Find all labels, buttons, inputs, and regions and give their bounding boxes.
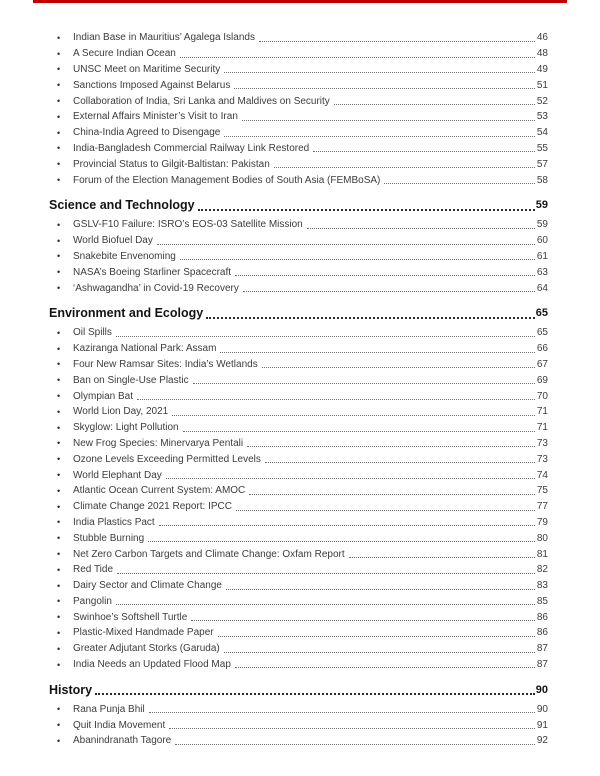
toc-item-page: 66 xyxy=(536,343,548,355)
toc-item-page: 53 xyxy=(536,111,548,123)
bullet-icon: • xyxy=(57,343,61,354)
toc-item-page: 69 xyxy=(536,374,548,386)
bullet-icon: • xyxy=(57,485,61,496)
bullet-icon: • xyxy=(57,251,61,262)
dot-leader xyxy=(183,431,535,432)
toc-item-row xyxy=(49,467,548,483)
dot-leader xyxy=(117,573,535,574)
toc-item-page: 86 xyxy=(536,611,548,623)
toc-item-row xyxy=(49,499,548,515)
toc-item-page: 61 xyxy=(536,250,548,262)
toc-item-row xyxy=(49,625,548,641)
toc-item-page: 73 xyxy=(536,453,548,465)
toc-heading-label: Environment and Ecology xyxy=(49,306,204,321)
toc-item-label: Dairy Sector and Climate Change xyxy=(73,580,222,592)
toc-item-label: Pangolin xyxy=(73,595,112,607)
toc-item-page: 64 xyxy=(536,282,548,294)
toc-item-label: Provincial Status to Gilgit-Baltistan: Pakistan xyxy=(73,158,270,170)
dot-leader xyxy=(149,712,535,713)
dot-leader xyxy=(224,72,535,73)
toc-item-label: Indian Base in Mauritius’ Agalega Islands xyxy=(73,32,255,44)
bullet-icon: • xyxy=(57,704,61,715)
toc-heading-page: 59 xyxy=(535,199,548,212)
toc-item-row xyxy=(49,436,548,452)
toc-item-page: 85 xyxy=(536,595,548,607)
bullet-icon: • xyxy=(57,127,61,138)
toc-item-page: 71 xyxy=(536,406,548,418)
toc-item-page: 48 xyxy=(536,48,548,60)
toc-heading-page: 65 xyxy=(535,307,548,320)
toc-item-label: Net Zero Carbon Targets and Climate Change: Oxfam Report xyxy=(73,548,345,560)
toc-item-row xyxy=(49,280,548,296)
toc-item-page: 74 xyxy=(536,469,548,481)
dot-leader xyxy=(236,510,535,511)
bullet-icon: • xyxy=(57,643,61,654)
toc-item-row xyxy=(49,233,548,249)
toc-item-page: 65 xyxy=(536,327,548,339)
toc-item-label: Plastic-Mixed Handmade Paper xyxy=(73,627,214,639)
toc-item-row xyxy=(49,641,548,657)
bullet-icon: • xyxy=(57,438,61,449)
dot-leader xyxy=(193,383,535,384)
toc-item-row xyxy=(49,325,548,341)
dot-leader xyxy=(349,557,535,558)
dot-leader xyxy=(198,209,535,211)
dot-leader xyxy=(157,244,535,245)
toc-item-label: Sanctions Imposed Against Belarus xyxy=(73,79,231,91)
toc-item-row xyxy=(49,483,548,499)
toc-item-row xyxy=(49,93,548,109)
toc-item-label: ‘Ashwagandha’ in Covid-19 Recovery xyxy=(73,282,239,294)
toc-item-label: Collaboration of India, Sri Lanka and Maldives on Security xyxy=(73,95,330,107)
dot-leader xyxy=(235,667,535,668)
bullet-icon: • xyxy=(57,80,61,91)
toc-item-page: 92 xyxy=(536,735,548,747)
toc-item-page: 90 xyxy=(536,703,548,715)
toc-item-label: World Lion Day, 2021 xyxy=(73,406,169,418)
toc-item-label: Climate Change 2021 Report: IPCC xyxy=(73,501,232,513)
toc-item-label: Greater Adjutant Storks (Garuda) xyxy=(73,643,220,655)
toc-item-label: New Frog Species: Minervarya Pentali xyxy=(73,437,244,449)
toc-item-row xyxy=(49,717,548,733)
bullet-icon: • xyxy=(57,283,61,294)
dot-leader xyxy=(224,652,535,653)
toc-item-label: Abanindranath Tagore xyxy=(73,735,172,747)
toc-item-row xyxy=(49,701,548,717)
toc-item-page: 71 xyxy=(536,422,548,434)
dot-leader xyxy=(159,525,535,526)
bullet-icon: • xyxy=(57,517,61,528)
toc-item-page: 49 xyxy=(536,63,548,75)
toc-item-row xyxy=(49,420,548,436)
toc-item-page: 86 xyxy=(536,627,548,639)
bullet-icon: • xyxy=(57,48,61,59)
toc-item-page: 83 xyxy=(536,580,548,592)
dot-leader xyxy=(262,367,535,368)
toc-heading-row xyxy=(49,197,548,214)
dot-leader xyxy=(242,120,535,121)
toc-item-label: Ozone Levels Exceeding Permitted Levels xyxy=(73,453,261,465)
toc-item-page: 55 xyxy=(536,142,548,154)
top-rule xyxy=(33,0,567,3)
toc-item-label: World Biofuel Day xyxy=(73,235,153,247)
toc-item-label: Ban on Single-Use Plastic xyxy=(73,374,189,386)
dot-leader xyxy=(265,462,535,463)
toc-item-row xyxy=(49,341,548,357)
toc-item-row xyxy=(49,451,548,467)
toc-item-row xyxy=(49,249,548,265)
dot-leader xyxy=(95,693,535,695)
toc-item-page: 63 xyxy=(536,266,548,278)
dot-leader xyxy=(313,151,535,152)
toc-item-page: 60 xyxy=(536,235,548,247)
toc-item-row xyxy=(49,594,548,610)
bullet-icon: • xyxy=(57,175,61,186)
toc-item-row xyxy=(49,388,548,404)
bullet-icon: • xyxy=(57,406,61,417)
toc-item-label: India-Bangladesh Commercial Railway Link Restored xyxy=(73,142,310,154)
toc-item-row xyxy=(49,609,548,625)
dot-leader xyxy=(137,399,535,400)
toc-item-row xyxy=(49,125,548,141)
toc-item-row xyxy=(49,372,548,388)
toc-item-row xyxy=(49,515,548,531)
toc-item-label: Rana Punja Bhil xyxy=(73,703,145,715)
toc-heading-row xyxy=(49,681,548,698)
dot-leader xyxy=(226,589,535,590)
toc-item-label: Quit India Movement xyxy=(73,719,166,731)
dot-leader xyxy=(116,604,535,605)
toc-item-page: 87 xyxy=(536,643,548,655)
toc-item-label: GSLV-F10 Failure: ISRO’s EOS-03 Satellite Mission xyxy=(73,219,303,231)
toc-item-page: 59 xyxy=(536,219,548,231)
bullet-icon: • xyxy=(57,596,61,607)
toc-section xyxy=(49,305,548,673)
toc-item-row xyxy=(49,77,548,93)
bullet-icon: • xyxy=(57,375,61,386)
toc-item-row xyxy=(49,657,548,673)
toc-item-row xyxy=(49,217,548,233)
bullet-icon: • xyxy=(57,32,61,43)
dot-leader xyxy=(249,494,535,495)
toc-item-label: NASA’s Boeing Starliner Spacecraft xyxy=(73,266,232,278)
toc-item-label: Kaziranga National Park: Assam xyxy=(73,343,217,355)
bullet-icon: • xyxy=(57,564,61,575)
toc-item-page: 81 xyxy=(536,548,548,560)
toc-item-label: External Affairs Minister’s Visit to Iran xyxy=(73,111,238,123)
dot-leader xyxy=(234,88,535,89)
toc-item-label: Atlantic Ocean Current System: AMOC xyxy=(73,485,246,497)
toc-item-label: China-India Agreed to Disengage xyxy=(73,127,221,139)
toc-heading-label: Science and Technology xyxy=(49,198,195,213)
bullet-icon: • xyxy=(57,627,61,638)
toc-item-label: Forum of the Election Management Bodies of South Asia (FEMBoSA) xyxy=(73,174,381,186)
bullet-icon: • xyxy=(57,391,61,402)
toc-section xyxy=(49,681,548,748)
toc-item-page: 70 xyxy=(536,390,548,402)
toc-item-label: Stubble Burning xyxy=(73,532,145,544)
toc-item-label: Olympian Bat xyxy=(73,390,134,402)
dot-leader xyxy=(172,415,535,416)
bullet-icon: • xyxy=(57,235,61,246)
toc-item-page: 73 xyxy=(536,437,548,449)
dot-leader xyxy=(191,620,535,621)
bullet-icon: • xyxy=(57,720,61,731)
toc-item-page: 87 xyxy=(536,659,548,671)
dot-leader xyxy=(180,57,535,58)
dot-leader xyxy=(224,136,535,137)
toc-item-label: UNSC Meet on Maritime Security xyxy=(73,63,221,75)
dot-leader xyxy=(218,636,535,637)
bullet-icon: • xyxy=(57,659,61,670)
toc-item-row xyxy=(49,357,548,373)
dot-leader xyxy=(166,478,535,479)
toc-item-row xyxy=(49,264,548,280)
dot-leader xyxy=(235,275,535,276)
toc-item-label: India Needs an Updated Flood Map xyxy=(73,659,231,671)
toc-item-page: 57 xyxy=(536,158,548,170)
bullet-icon: • xyxy=(57,612,61,623)
bullet-icon: • xyxy=(57,454,61,465)
toc-item-page: 52 xyxy=(536,95,548,107)
toc-section xyxy=(49,197,548,296)
toc-item-page: 80 xyxy=(536,532,548,544)
toc xyxy=(49,30,548,749)
bullet-icon: • xyxy=(57,96,61,107)
dot-leader xyxy=(307,228,535,229)
bullet-icon: • xyxy=(57,64,61,75)
toc-heading-row xyxy=(49,305,548,322)
toc-item-label: Oil Spills xyxy=(73,327,112,339)
bullet-icon: • xyxy=(57,143,61,154)
toc-item-page: 58 xyxy=(536,174,548,186)
toc-section xyxy=(49,30,548,188)
toc-item-page: 77 xyxy=(536,501,548,513)
toc-item-row xyxy=(49,156,548,172)
toc-item-page: 54 xyxy=(536,127,548,139)
bullet-icon: • xyxy=(57,533,61,544)
toc-item-page: 75 xyxy=(536,485,548,497)
toc-item-row xyxy=(49,546,548,562)
toc-item-row xyxy=(49,30,548,46)
toc-item-page: 67 xyxy=(536,358,548,370)
dot-leader xyxy=(259,41,535,42)
dot-leader xyxy=(116,336,535,337)
toc-item-row xyxy=(49,404,548,420)
toc-item-row xyxy=(49,172,548,188)
toc-item-row xyxy=(49,109,548,125)
toc-item-row xyxy=(49,46,548,62)
bullet-icon: • xyxy=(57,111,61,122)
dot-leader xyxy=(384,183,535,184)
toc-item-label: Skyglow: Light Pollution xyxy=(73,422,179,434)
dot-leader xyxy=(175,744,535,745)
bullet-icon: • xyxy=(57,219,61,230)
dot-leader xyxy=(243,291,535,292)
toc-item-row xyxy=(49,141,548,157)
bullet-icon: • xyxy=(57,470,61,481)
toc-item-row xyxy=(49,562,548,578)
dot-leader xyxy=(220,352,534,353)
toc-item-label: Snakebite Envenoming xyxy=(73,250,176,262)
bullet-icon: • xyxy=(57,267,61,278)
bullet-icon: • xyxy=(57,580,61,591)
toc-item-label: Swinhoe’s Softshell Turtle xyxy=(73,611,188,623)
bullet-icon: • xyxy=(57,159,61,170)
toc-item-row xyxy=(49,578,548,594)
toc-item-page: 46 xyxy=(536,32,548,44)
dot-leader xyxy=(334,104,535,105)
bullet-icon: • xyxy=(57,422,61,433)
toc-item-page: 82 xyxy=(536,564,548,576)
dot-leader xyxy=(206,317,535,319)
toc-item-page: 51 xyxy=(536,79,548,91)
dot-leader xyxy=(169,728,535,729)
toc-item-page: 79 xyxy=(536,516,548,528)
bullet-icon: • xyxy=(57,549,61,559)
bullet-icon: • xyxy=(57,359,61,370)
toc-item-label: World Elephant Day xyxy=(73,469,162,481)
toc-item-row xyxy=(49,62,548,78)
toc-item-label: Four New Ramsar Sites: India’s Wetlands xyxy=(73,358,258,370)
toc-item-row xyxy=(49,733,548,749)
dot-leader xyxy=(274,167,535,168)
toc-item-label: A Secure Indian Ocean xyxy=(73,48,176,60)
dot-leader xyxy=(247,446,535,447)
toc-item-label: India Plastics Pact xyxy=(73,516,155,528)
toc-item-page: 91 xyxy=(536,719,548,731)
bullet-icon: • xyxy=(57,327,61,338)
dot-leader xyxy=(180,259,535,260)
bullet-icon: • xyxy=(57,501,61,512)
dot-leader xyxy=(148,541,535,542)
toc-heading-page: 90 xyxy=(535,683,548,696)
toc-item-label: Red Tide xyxy=(73,564,114,576)
bullet-icon: • xyxy=(57,735,61,746)
toc-heading-label: History xyxy=(49,682,93,697)
toc-item-row xyxy=(49,530,548,546)
